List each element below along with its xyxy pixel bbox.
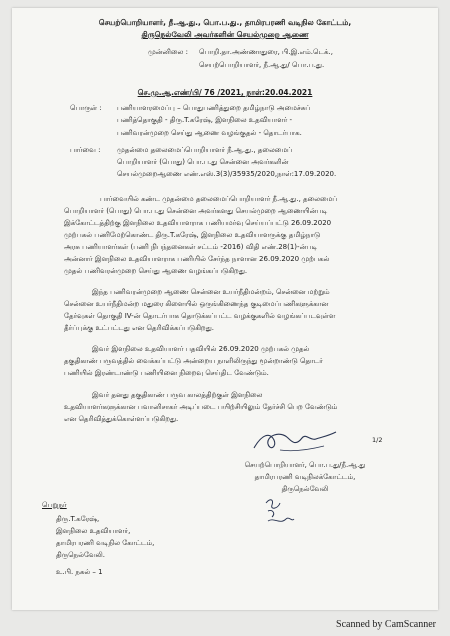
body-paragraph-1-line: பார்வையில் கண்ட முதன்மை தலைமைப்பொறியாளர் நீ.ஆ.து., தலைமைப் [100,195,338,203]
subject-line: பணிவரன்முறை செய்து ஆணை வழங்குதல் - தொடர்பாக. [117,129,302,137]
header-line-2: திருநெல்வேலி அவர்களின் செயல்முறை ஆணை [141,30,309,39]
body-paragraph-2-line: தேர்வுகள் தொகுதி IV-ன் தொடர்பாக தொடுக்கப்பட்ட வழக்குகளில் வழங்கப்படவுள்ள [64,312,336,320]
presence-label: முன்னிலை : [148,48,188,56]
body-paragraph-3-line: இவர் இளநிலை உதவியாளர் பதவியில் 26.09.2020 முற்பகல் முதல் [92,345,310,353]
order-number: செ.மு.ஆ.எண்/பி/ 76 /2021, நாள்:20.04.2021 [137,88,313,97]
recipient-line: தாமிரபரணி வடிநில கோட்டம், [56,539,155,547]
copy-note: உ.பி. நகல் – 1 [56,568,103,576]
signatory-place: திருநெல்வேலி [281,485,329,493]
body-paragraph-3-line: தகுதிகாண் பருவத்தில் வைக்கப்பட்டு அன்றைய நாளிலிருந்து மூன்றாண்டு தொடர் [64,357,323,365]
presence-designation: செயற்பொறியாளர், நீ.ஆ.து/ பொ.ப.து. [199,61,325,69]
body-paragraph-2-line: இந்த பணிவரன்முறை ஆணை சென்னை உயர்நீதிமன்றம், சென்னை மற்றும் [92,288,330,296]
reference-label: பார்வை : [70,146,101,154]
initials-mark [260,495,296,529]
body-paragraph-3-line: பணியில் இரண்டாண்டு பணியினை நிறைவு செய்திட வேண்டும். [64,369,269,377]
subject-label: பொருள் : [70,104,102,112]
header-line-1: செயற்பொறியாளர், நீ.ஆ.து., பொ.ப.து., தாமிரபரணி வடிநில கோட்டம், [98,18,352,27]
reference-line: செயல்முறைஆணை எண்.எஸ்.3(3)/35935/2020,நாள்:17.09.2020. [117,170,337,178]
recipient-label: பெறுநர் [42,501,67,509]
body-paragraph-1-line: அன்னார் இளநிலை உதவியாளராக பணியில் சேர்ந்த நாளான 26.09.2020 முற்பகல் [64,255,330,263]
body-paragraph-1-line: பொறியாளர் (பொது) பொ.ப.து சென்னை அவர்களது செயல்முறை ஆணையின்படி [64,207,328,215]
subject-line: பணியாளரமைப்பு – பொதுபணித்துறை தமிழ்நாடு அமைச்சுப் [117,104,311,112]
document-page [12,8,438,610]
body-paragraph-1-line: முதல் பணிவரன்முறை செய்து ஆணை வழங்கப்படுகிறது. [64,267,248,275]
reference-line: பொறியாளர் (பொது) பொ.ப.து சென்னை அவர்களின் [117,158,289,166]
body-paragraph-2-line: சென்னை உயர்நீதிமன்ற மதுரை கிளையில் ஒருங்கிணைந்த குடிமைப்பணிகளுக்கான [64,300,329,308]
body-paragraph-1-line: இக்கோட்டத்திற்கு இளநிலை உதவியாளராக பணியமர்வு செய்யப்பட்டு 26.09.2020 [64,219,332,227]
signatory-office: தாமிரபரணி வடிநிலக்கோட்டம், [254,473,356,481]
reference-line: முதன்மை தலைமைப்பொறியாளர் நீ.ஆ.து., தலைமைப் [117,146,293,154]
scanner-watermark: Scanned by CamScanner [336,619,436,630]
body-paragraph-1-line: அரசு பணியாளர்கள் (பணி நிபந்தனைகள் சட்டம் -2016) விதி எண்.28(1)-ன்படி [64,243,318,251]
body-paragraph-1-line: முற்பகல் பணிமேற்கொண்ட திரு.T.கரேஷ், இளநிலை உதவியாளருக்கு தமிழ்நாடு [64,231,321,239]
recipient-line: திருநெல்வேலி. [56,551,105,559]
signatory-designation: செயற்பொறியாளர், பொ.ப.து/நீ.ஆ.து [244,461,366,469]
recipient-line: திரு.T.கரேஷ், [56,515,100,523]
page-mark: 1/2 [372,436,383,444]
body-paragraph-4-line: இவர் தனது தகுதிகாண் பருவ காலத்திற்குள் இளநிலை [92,391,263,399]
body-paragraph-2-line: தீர்ப்புக்கு உட்பட்டது என தெரிவிக்கப்படுகிறது. [64,324,214,332]
presence-name: பொறி.தா.அண்ணாதுரை, பி.இ.எம்.டெக்., [199,48,333,56]
body-paragraph-4-line: என தெரிவித்துக்கொள்ளப்படுகிறது. [64,415,179,423]
signature [250,426,340,456]
body-paragraph-4-line: உதவியாளர்களுக்கான பவானிசாகர் அடிப்படை பயிற்சியிலும் தேர்ச்சி பெற வேண்டும் [64,403,338,411]
subject-line: பணித்தொகுதி - திரு.T.கரேஷ், இளநிலை உதவியாளர் - [117,116,293,124]
recipient-line: இளநிலை உதவியாளர், [56,527,131,535]
